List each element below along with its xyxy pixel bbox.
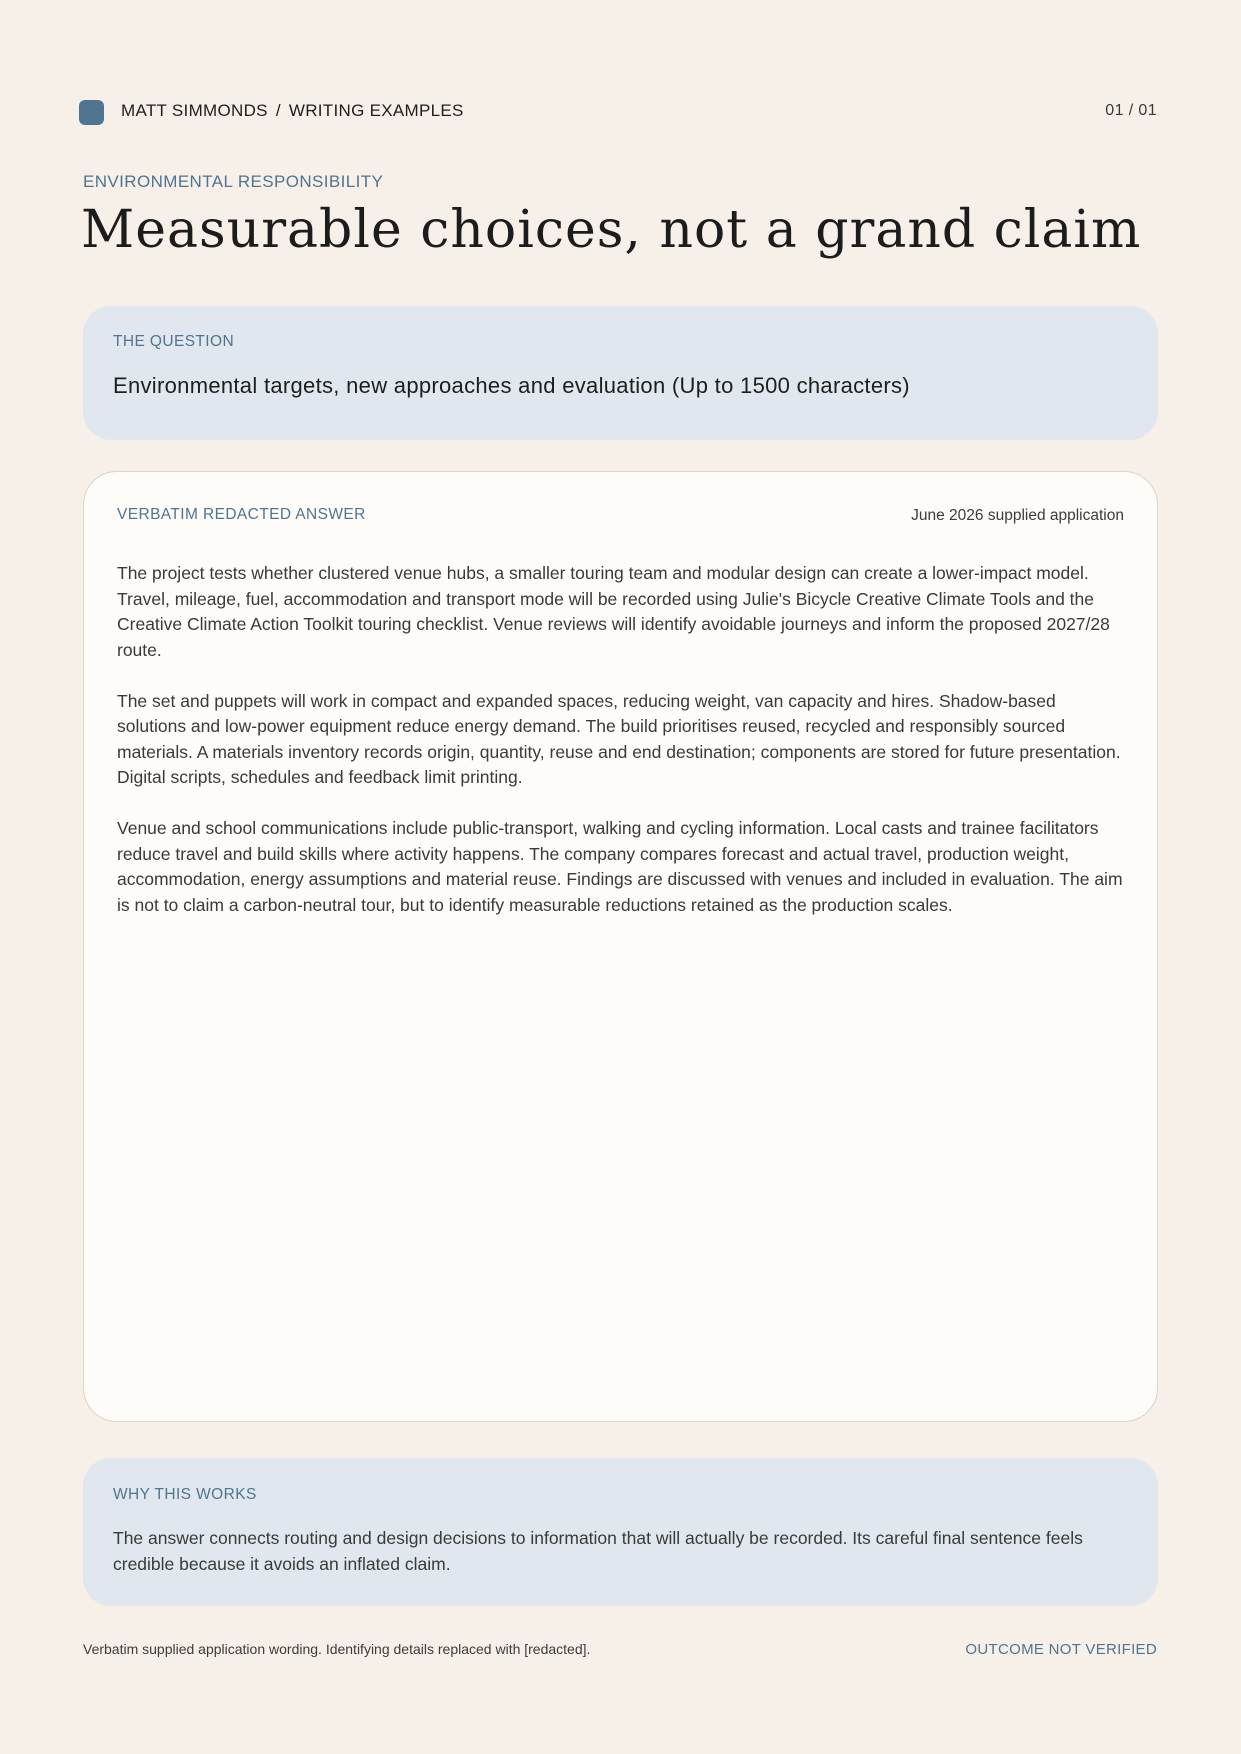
breadcrumb-section: WRITING EXAMPLES (288, 101, 464, 120)
breadcrumb-separator: / (275, 101, 281, 120)
question-card (83, 306, 1158, 440)
footer-status: OUTCOME NOT VERIFIED (965, 1641, 1157, 1658)
answer-paragraph: The project tests whether clustered venue hubs, a smaller touring team and modular design can create a lower-impact model. Travel, mileage, fuel, accommodation and transport mode will be recorded using Julie's Bicycle Creative Climate Tools and the Creative Climate Action Toolkit touring checklist. Venue reviews will identify avoidable journeys and inform the proposed 2027/28 route. (117, 563, 1110, 660)
answer-paragraph: Venue and school communications include public-transport, walking and cycling information. Local casts and trainee facilitators reduce travel and build skills where activity happens. The company compares forecast and actual travel, production weight, accommodation, energy assumptions and material reuse. Findings are discussed with venues and included in evaluation. The aim is not to claim a carbon-neutral tour, but to identify measurable reductions retained as the production scales. (117, 818, 1123, 915)
answer-card (83, 471, 1158, 1422)
why-text: The answer connects routing and design decisions to information that will actually be recorded. Its careful final sentence feels credible because it avoids an inflated claim. (113, 1528, 1083, 1574)
answer-label: VERBATIM REDACTED ANSWER (117, 506, 366, 523)
rounded-square-logo-icon (79, 100, 104, 125)
page-title: Measurable choices, not a grand claim (81, 200, 1142, 260)
page-indicator: 01 / 01 (1105, 102, 1157, 119)
breadcrumb-author: MATT SIMMONDS (121, 101, 268, 120)
page-header (79, 98, 1157, 126)
breadcrumb (121, 101, 464, 121)
answer-body (117, 561, 1127, 944)
why-card (83, 1458, 1158, 1606)
question-label: THE QUESTION (113, 333, 235, 350)
answer-paragraph: The set and puppets will work in compact and expanded spaces, reducing weight, van capacity and hires. Shadow-based solutions and low-power equipment reduce energy demand. The build prioritises reused, recycled and responsibly sourced materials. A materials inventory records origin, quantity, reuse and end destination; components are stored for future presentation. Digital scripts, schedules and feedback limit printing. (117, 690, 1121, 787)
footer-note: Verbatim supplied application wording. Identifying details replaced with [redacted]. (83, 1641, 591, 1657)
category-label: ENVIRONMENTAL RESPONSIBILITY (83, 172, 384, 191)
why-label: WHY THIS WORKS (113, 1486, 257, 1503)
question-text: Environmental targets, new approaches and evaluation (Up to 1500 characters) (113, 373, 910, 398)
answer-source: June 2026 supplied application (911, 507, 1124, 524)
